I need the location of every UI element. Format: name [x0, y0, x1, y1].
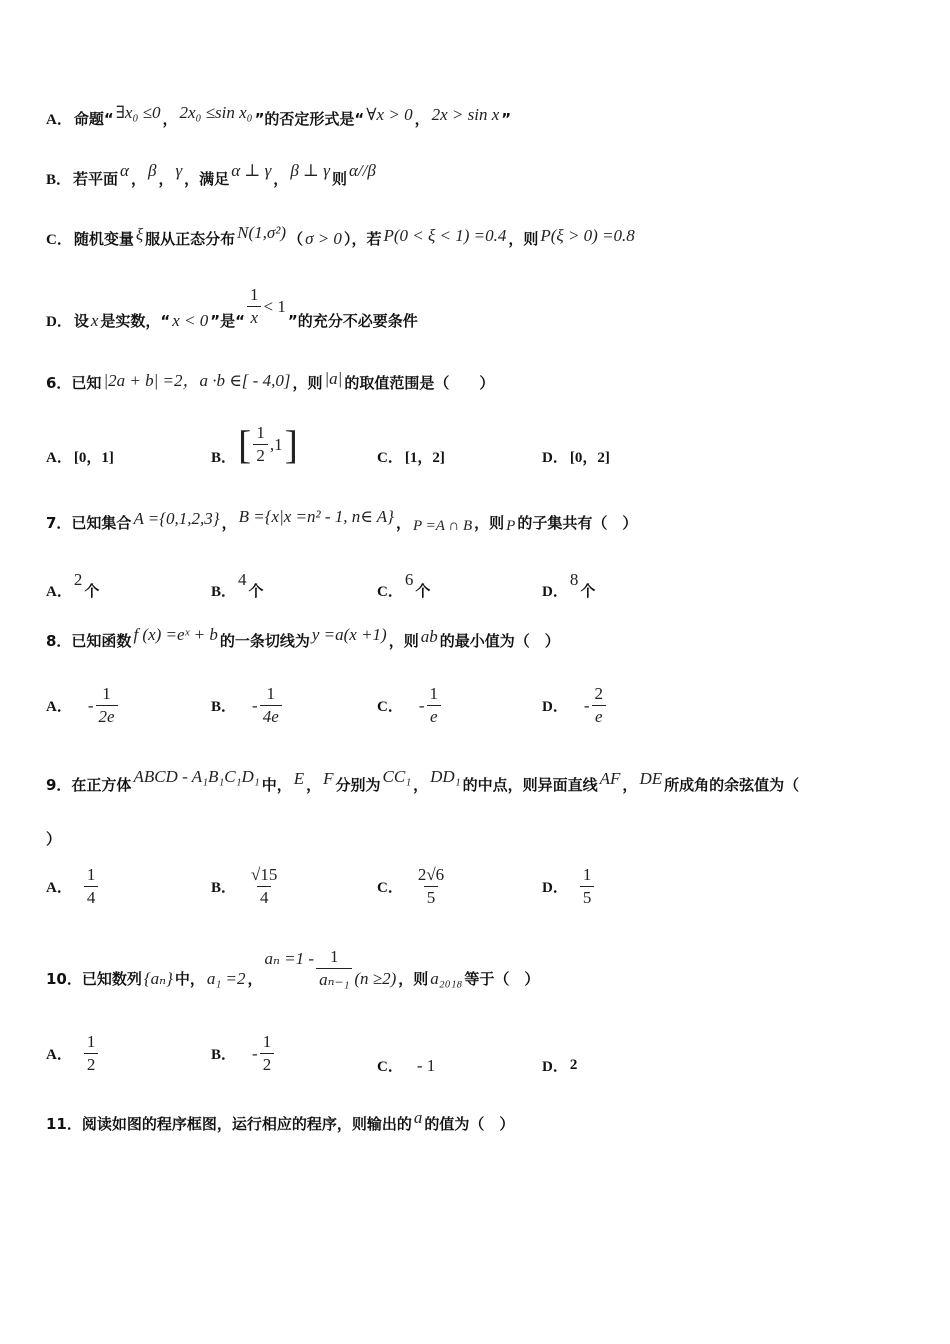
text: 的子集共有（ ）: [517, 514, 638, 532]
text: 的中点，则异面直线: [462, 776, 598, 794]
q7-option-c: [377, 570, 430, 601]
option-label: B．: [211, 880, 237, 896]
option-value: [1，2]: [404, 450, 445, 466]
text: 则: [331, 170, 347, 188]
text: 的一条切线为: [219, 632, 310, 650]
text: ，则: [508, 230, 539, 248]
math: P: [506, 518, 516, 534]
math: ξ: [135, 224, 144, 244]
option-label: A．: [46, 584, 72, 600]
math: aₙ =1 -: [264, 948, 315, 968]
option-label: A．: [46, 880, 72, 896]
text: ，: [413, 776, 429, 794]
option-label: C．: [377, 450, 403, 466]
q9-option-d: [542, 864, 594, 909]
text: 所成角的余弦值为（: [664, 776, 800, 794]
option-label: D．: [542, 584, 568, 600]
fraction: [84, 1031, 99, 1076]
text: ，则: [398, 970, 429, 988]
option-label: A．: [46, 450, 72, 466]
math: (n ≥2): [354, 968, 397, 988]
numerator: 2√6: [417, 865, 445, 884]
option-value: - 1: [416, 1055, 436, 1075]
denominator: e: [427, 705, 441, 728]
fraction: [592, 683, 607, 728]
text: 设: [73, 312, 89, 330]
text: 命题“: [73, 110, 114, 128]
text: 的最小值为（ ）: [439, 632, 560, 650]
text: ，: [306, 776, 322, 794]
math: P =A ∩ B: [413, 518, 473, 534]
text: ，: [395, 514, 411, 532]
option-label: C．: [377, 699, 403, 715]
fraction: [316, 946, 352, 991]
option-value: [0，1]: [73, 450, 114, 466]
text: ），若: [343, 230, 382, 248]
q8-option-a: [46, 683, 118, 728]
numerator: 1: [262, 1032, 272, 1051]
numerator: 1: [86, 865, 96, 884]
fraction: [96, 683, 118, 728]
text: ，: [162, 110, 178, 128]
q8-option-c: [377, 683, 441, 728]
math: 2x > sin x: [431, 104, 500, 124]
math: F: [323, 768, 334, 788]
math: β: [147, 160, 157, 180]
option-value: [0，2]: [569, 450, 610, 466]
text: ，: [247, 970, 263, 988]
q7-option-a: [46, 570, 99, 601]
text: ，: [130, 170, 146, 188]
denominator: 2: [84, 1053, 99, 1076]
fraction: [580, 864, 595, 909]
math: N(1,σ²): [237, 222, 287, 242]
option-value: 2: [73, 569, 83, 589]
math: x < 0: [172, 310, 209, 330]
text: ，: [414, 110, 430, 128]
math: 2x₀ ≤sin x₀: [179, 102, 253, 122]
denominator: 5: [424, 886, 439, 909]
text: 服从正态分布: [145, 230, 236, 248]
numerator: 1: [256, 423, 265, 442]
q11-stem: [46, 1107, 515, 1134]
option-value: 4: [238, 569, 247, 589]
denominator: 2e: [96, 705, 118, 728]
math: P(0 < ξ < 1) =0.4: [383, 225, 507, 245]
q5-option-c: [46, 222, 635, 249]
question-number: 7．已知集合: [46, 514, 132, 532]
text: ”是“: [210, 312, 246, 330]
option-value: 8: [569, 569, 579, 589]
q6-option-b: [211, 422, 298, 467]
q10-option-d: [542, 1055, 577, 1076]
option-label: B．: [46, 172, 72, 188]
text: 中，: [174, 970, 205, 988]
math: A ={0,1,2,3}: [133, 508, 220, 528]
option-label: A．: [46, 112, 72, 128]
text: ，: [158, 170, 174, 188]
text: 的取值范围是（ ）: [344, 374, 495, 392]
minus-sign: -: [418, 695, 425, 715]
numerator: 1: [429, 684, 439, 703]
math: DD₁: [430, 766, 461, 786]
math: α ⊥ γ: [231, 160, 272, 180]
q5-option-b: [46, 160, 376, 189]
math: a₁ =2: [206, 968, 246, 988]
question-number: 8．已知函数: [46, 632, 132, 650]
q6-option-a: [46, 446, 114, 467]
text: 随机变量: [73, 230, 134, 248]
fraction: [247, 284, 262, 329]
text: 等于（ ）: [464, 970, 540, 988]
fraction: [253, 422, 268, 467]
option-value: 2: [569, 1057, 578, 1073]
option-label: D．: [542, 880, 568, 896]
text: ”: [501, 109, 512, 128]
math: α//β: [348, 160, 376, 180]
numerator: 1: [329, 947, 339, 966]
fraction: [260, 1031, 275, 1076]
text: ，则: [388, 632, 419, 650]
minus-sign: -: [87, 695, 94, 715]
option-label: B．: [211, 1047, 237, 1063]
text: 的值为（ ）: [424, 1115, 515, 1133]
math: ab: [420, 626, 438, 646]
numerator: √15: [251, 865, 278, 884]
math: β ⊥ γ: [290, 160, 330, 180]
q10-option-b: [211, 1031, 274, 1076]
math: B ={x|x =n² - 1, n∈ A}: [238, 506, 394, 526]
option-label: B．: [211, 584, 237, 600]
math: x: [90, 310, 99, 330]
denominator: 4: [257, 886, 272, 909]
fraction: [427, 683, 442, 728]
fraction: [84, 864, 99, 909]
option-label: D．: [542, 450, 568, 466]
numerator: 1: [250, 285, 259, 304]
math: CC₁: [382, 766, 412, 786]
denominator: 2: [260, 1053, 275, 1076]
text: ，: [622, 776, 638, 794]
option-label: C．: [377, 1059, 403, 1075]
q7-option-b: [211, 570, 264, 601]
q10-stem: [46, 946, 539, 991]
option-label: C．: [377, 584, 403, 600]
math: y =a(x +1): [311, 624, 387, 644]
q8-stem: [46, 624, 560, 651]
q10-option-a: [46, 1031, 98, 1076]
text: ，则: [474, 514, 505, 532]
math: P(ξ > 0) =0.8: [540, 225, 635, 245]
q9-option-c: [377, 864, 447, 909]
q9-option-b: [211, 864, 280, 909]
option-label: D．: [542, 699, 568, 715]
text: ，: [221, 514, 237, 532]
math: σ > 0: [305, 228, 342, 248]
text: 是实数，“: [100, 312, 171, 330]
q10-option-c: [377, 1055, 435, 1076]
question-number: 11．阅读如图的程序框图，运行相应的程序，则输出的: [46, 1115, 412, 1133]
math: ABCD - A₁B₁C₁D₁: [133, 766, 260, 786]
math: ,1: [269, 434, 283, 454]
math: ∀x > 0: [366, 104, 413, 124]
question-number: 10．已知数列: [46, 970, 142, 988]
math: |2a + b| =2，a ·b ∈[ - 4,0]: [103, 371, 291, 390]
q6-option-d: [542, 446, 610, 467]
math: AF: [599, 768, 621, 788]
q7-option-d: [542, 570, 595, 601]
bracket-right: ]: [284, 421, 298, 467]
numerator: 1: [102, 684, 111, 703]
math: a: [413, 1107, 423, 1127]
minus-sign: -: [252, 695, 258, 715]
option-label: A．: [46, 699, 72, 715]
numerator: 1: [582, 865, 592, 884]
option-value: 6: [404, 569, 414, 589]
option-unit: 个: [248, 582, 264, 600]
text: 中，: [261, 776, 292, 794]
denominator: aₙ₋₁: [316, 968, 352, 991]
math: f (x) =eˣ + b: [133, 624, 218, 644]
denominator: 2: [253, 444, 268, 467]
numerator: 2: [594, 684, 604, 703]
math: DE: [639, 768, 663, 788]
denominator: 4: [84, 886, 99, 909]
option-label: C．: [46, 232, 72, 248]
q8-option-d: [542, 683, 606, 728]
numerator: 1: [86, 1032, 96, 1051]
text: ”的充分不必要条件: [287, 312, 418, 330]
bracket-left: [: [238, 421, 252, 467]
q5-option-d: [46, 282, 418, 331]
q9-stem: [46, 766, 800, 795]
text: 分别为: [335, 776, 381, 794]
option-unit: 个: [84, 582, 100, 600]
q9-option-a: [46, 864, 98, 909]
q7-stem: [46, 506, 638, 534]
denominator: x: [247, 306, 261, 329]
numerator: 1: [266, 684, 275, 703]
math: E: [293, 768, 305, 788]
text: ”的否定形式是“: [254, 110, 365, 128]
question-number: 6．已知: [46, 374, 102, 392]
q6-option-c: [377, 446, 445, 467]
q5-option-a: [46, 102, 512, 129]
option-label: C．: [377, 880, 403, 896]
math: a₂₀₁₈: [430, 968, 463, 988]
math: α: [120, 160, 129, 180]
option-label: B．: [211, 450, 237, 466]
text: 若平面: [73, 170, 119, 188]
option-label: D．: [542, 1059, 568, 1075]
math: {aₙ}: [143, 968, 173, 988]
q8-option-b: [211, 683, 282, 728]
math: ∃x₀ ≤0: [115, 102, 161, 122]
math: |a|: [324, 368, 343, 388]
text: （: [288, 230, 304, 248]
q6-stem: [46, 370, 494, 395]
fraction: [415, 864, 447, 909]
option-label: D．: [46, 314, 72, 330]
denominator: e: [592, 705, 606, 728]
fraction: [260, 683, 282, 728]
option-label: A．: [46, 1047, 72, 1063]
denominator: 5: [580, 886, 595, 909]
option-unit: 个: [580, 582, 596, 600]
question-number: 9．在正方体: [46, 776, 132, 794]
denominator: 4e: [260, 705, 282, 728]
option-unit: 个: [415, 582, 431, 600]
math: γ: [175, 160, 183, 180]
text: ，满足: [184, 170, 230, 188]
minus-sign: -: [583, 695, 590, 715]
minus-sign: -: [252, 1043, 258, 1063]
math: < 1: [263, 296, 286, 316]
q9-stem-continuation: ）: [46, 830, 62, 848]
option-label: B．: [211, 699, 237, 715]
fraction: [248, 864, 280, 909]
text: ，: [273, 170, 289, 188]
text: ，则: [292, 374, 323, 392]
